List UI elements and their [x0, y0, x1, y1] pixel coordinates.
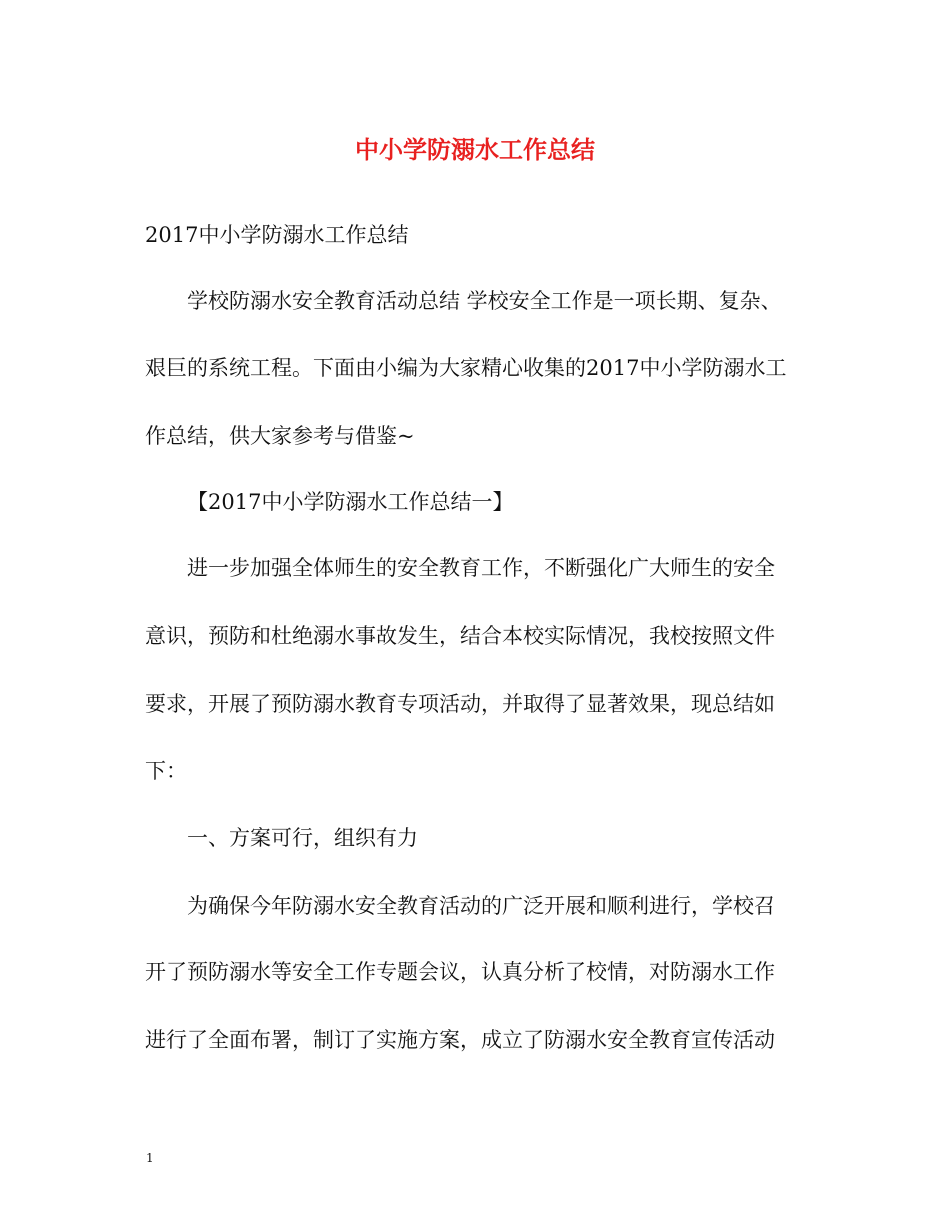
paragraph-line: 为确保今年防溺水安全教育活动的广泛开展和顺利进行，学校召	[187, 894, 775, 918]
paragraph-line: 进一步加强全体师生的安全教育工作，不断强化广大师生的安全	[187, 556, 775, 580]
paragraph-line: 学校防溺水安全教育活动总结 学校安全工作是一项长期、复杂、	[187, 289, 782, 313]
paragraph-line: 意识，预防和杜绝溺水事故发生，结合本校实际情况，我校按照文件	[145, 624, 775, 648]
paragraph-line: 艰巨的系统工程。下面由小编为大家精心收集的2017中小学防溺水工	[145, 356, 787, 380]
subtitle-line: 2017中小学防溺水工作总结	[145, 223, 409, 247]
document-title: 中小学防溺水工作总结	[355, 135, 595, 164]
page-number: 1	[146, 1151, 154, 1165]
section-heading: 【2017中小学防溺水工作总结一】	[187, 490, 514, 514]
paragraph-line: 作总结，供大家参考与借鉴~	[145, 424, 415, 448]
section-heading: 一、方案可行，组织有力	[187, 826, 418, 850]
paragraph-line: 要求，开展了预防溺水教育专项活动，并取得了显著效果，现总结如	[145, 692, 775, 716]
paragraph-line: 进行了全面布署，制订了实施方案，成立了防溺水安全教育宣传活动	[145, 1028, 775, 1052]
paragraph-line: 开了预防溺水等安全工作专题会议，认真分析了校情，对防溺水工作	[145, 960, 775, 984]
paragraph-line: 下：	[145, 759, 187, 783]
